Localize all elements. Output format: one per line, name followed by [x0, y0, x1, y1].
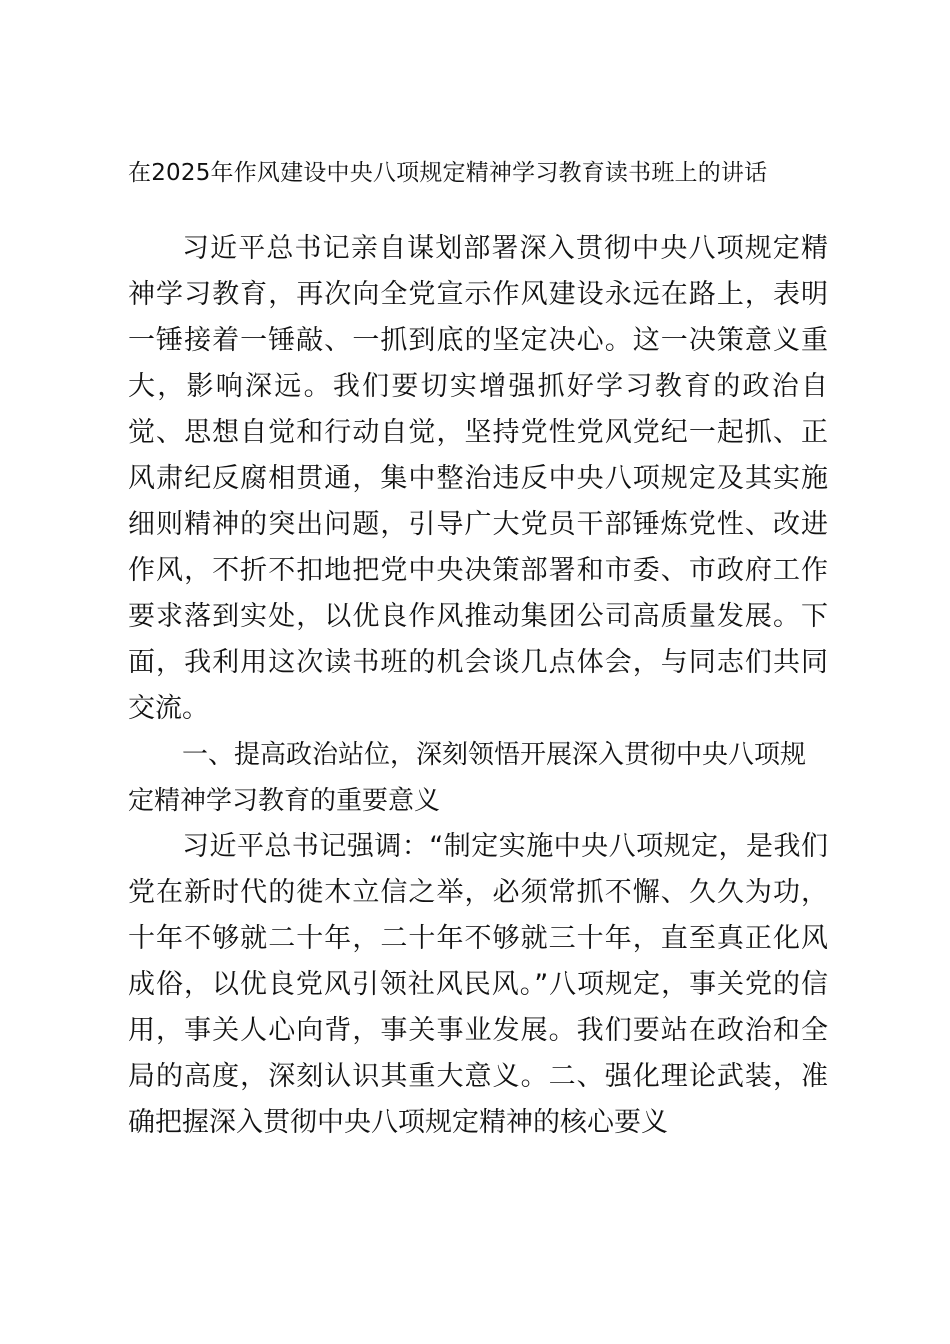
section-heading-1: 一、提高政治站位，深刻领悟开展深入贯彻中央八项规定精神学习教育的重要意义	[128, 740, 807, 816]
section-1-paragraph: 习近平总书记强调：“制定实施中央八项规定，是我们党在新时代的徙木立信之举，必须常抓不懈、久久为功，十年不够就二十年，二十年不够就三十年，直至真正化风成俗，以优良党风引领社风民风。”八项规定，事关党的信用，事关人心向背，事关事业发展。我们要站在政治和全局的高度，深刻认识其重大意义。二、强化理论武装，准确把握深入贯彻中央八项规定精神的核心要义	[128, 831, 828, 1138]
document-title: 在2025年作风建设中央八项规定精神学习教育读书班上的讲话	[128, 160, 768, 186]
intro-paragraph: 习近平总书记亲自谋划部署深入贯彻中央八项规定精神学习教育，再次向全党宣示作风建设永远在路上，表明一锤接着一锤敲、一抓到底的坚定决心。这一决策意义重大，影响深远。我们要切实增强抓好学习教育的政治自觉、思想自觉和行动自觉，坚持党性党风党纪一起抓、正风肃纪反腐相贯通，集中整治违反中央八项规定及其实施细则精神的突出问题，引导广大党员干部锤炼党性、改进作风，不折不扣地把党中央决策部署和市委、市政府工作要求落到实处，以优良作风推动集团公司高质量发展。下面，我利用这次读书班的机会谈几点体会，与同志们共同交流。	[128, 233, 828, 724]
document-body	[128, 226, 828, 1146]
